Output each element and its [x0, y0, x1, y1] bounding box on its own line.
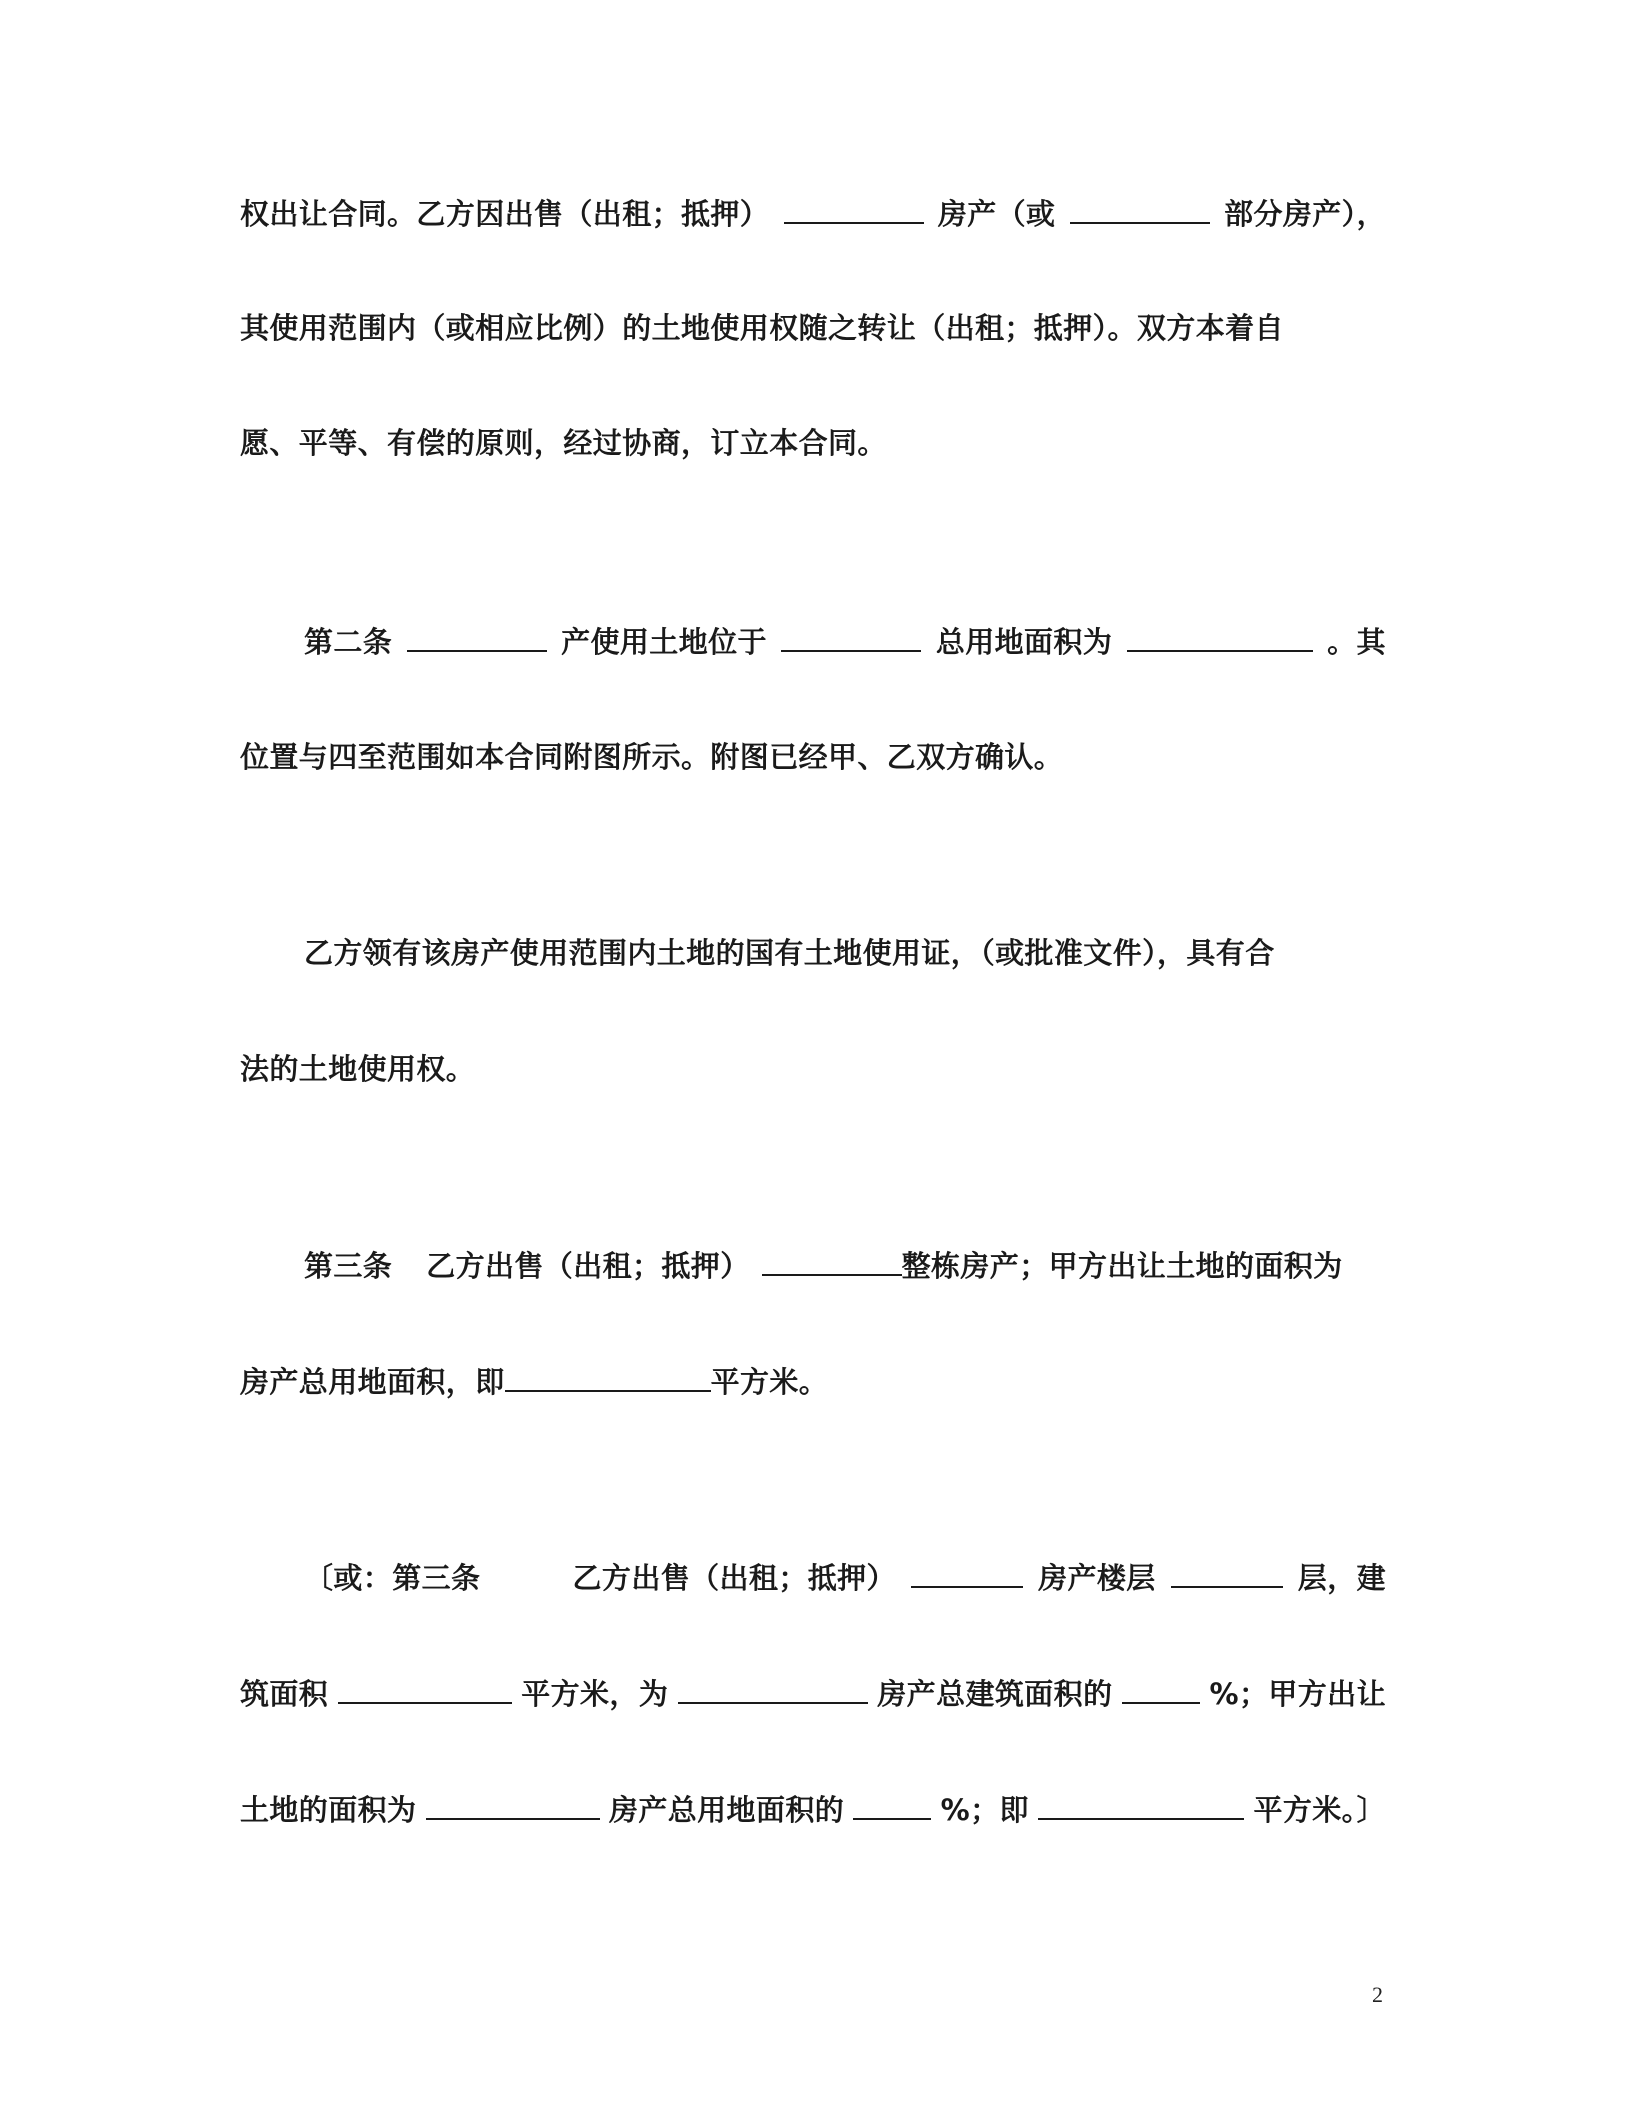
paragraph-line — [240, 190, 1386, 236]
paragraph-line — [240, 1046, 1386, 1092]
text-segment: 乙方出售（出租；抵押） — [426, 1249, 750, 1283]
paragraph-line — [240, 1670, 1386, 1716]
text-segment: 总用地面积为 — [935, 625, 1113, 659]
fill-blank — [426, 1786, 600, 1820]
text-segment: 〔或：第三条 — [304, 1561, 481, 1595]
text-segment: 筑面积 — [240, 1677, 329, 1711]
article-heading: 第二条 — [304, 625, 393, 659]
alt-article-line — [304, 1554, 1386, 1600]
page-number: 2 — [1372, 1982, 1383, 2007]
fill-blank — [407, 618, 547, 652]
text-segment: 乙方领有该房产使用范围内土地的国有土地使用证，（或批准文件），具有合 — [304, 936, 1275, 970]
text-segment: %；甲方出让 — [1209, 1677, 1386, 1711]
fill-blank — [1171, 1554, 1283, 1588]
fill-blank — [338, 1670, 512, 1704]
paragraph-line — [240, 1358, 1386, 1404]
text-segment: 平方米。〕 — [1253, 1793, 1386, 1827]
fill-blank — [678, 1670, 868, 1704]
text-segment: 部分房产）， — [1224, 197, 1386, 231]
paragraph-line — [240, 420, 1386, 466]
fill-blank — [1127, 618, 1313, 652]
text-segment: 土地的面积为 — [240, 1793, 417, 1827]
text-segment: 位置与四至范围如本合同附图所示。附图已经甲、乙双方确认。 — [240, 740, 1064, 774]
fill-blank — [784, 190, 924, 224]
fill-blank — [1122, 1670, 1200, 1704]
text-segment: 产使用土地位于 — [561, 625, 767, 659]
fill-blank — [781, 618, 921, 652]
paragraph-line — [240, 305, 1386, 351]
text-segment: 房产（或 — [937, 197, 1056, 231]
article-two-line — [304, 618, 1386, 664]
text-segment: 平方米。 — [710, 1365, 829, 1399]
text-segment: 层，建 — [1297, 1561, 1386, 1595]
paragraph-line — [240, 1786, 1386, 1832]
text-segment: 愿、平等、有偿的原则，经过协商，订立本合同。 — [240, 426, 887, 460]
article-three-line — [304, 1242, 1386, 1288]
text-segment: 权出让合同。乙方因出售（出租；抵押） — [240, 197, 770, 231]
text-segment: 法的土地使用权。 — [240, 1052, 476, 1086]
text-segment: 平方米，为 — [521, 1677, 669, 1711]
text-segment: 其使用范围内（或相应比例）的土地使用权随之转让（出租；抵押）。双方本着自 — [240, 311, 1284, 345]
fill-blank — [505, 1358, 711, 1392]
fill-blank — [1070, 190, 1210, 224]
text-segment: 房产总建筑面积的 — [877, 1677, 1113, 1711]
fill-blank — [762, 1242, 902, 1276]
fill-blank — [853, 1786, 931, 1820]
text-segment: 房产总用地面积的 — [608, 1793, 845, 1827]
paragraph-line — [240, 734, 1386, 780]
fill-blank — [1038, 1786, 1244, 1820]
text-segment: 房产总用地面积，即 — [240, 1365, 505, 1399]
text-segment: 房产楼层 — [1038, 1561, 1156, 1595]
paragraph-line — [304, 930, 1386, 976]
text-segment: 乙方出售（出租；抵押） — [572, 1561, 896, 1595]
text-segment: 。其 — [1327, 625, 1386, 659]
text-segment: %；即 — [940, 1793, 1029, 1827]
fill-blank — [911, 1554, 1023, 1588]
article-heading: 第三条 — [304, 1249, 393, 1283]
text-segment: 整栋房产；甲方出让土地的面积为 — [901, 1249, 1343, 1283]
